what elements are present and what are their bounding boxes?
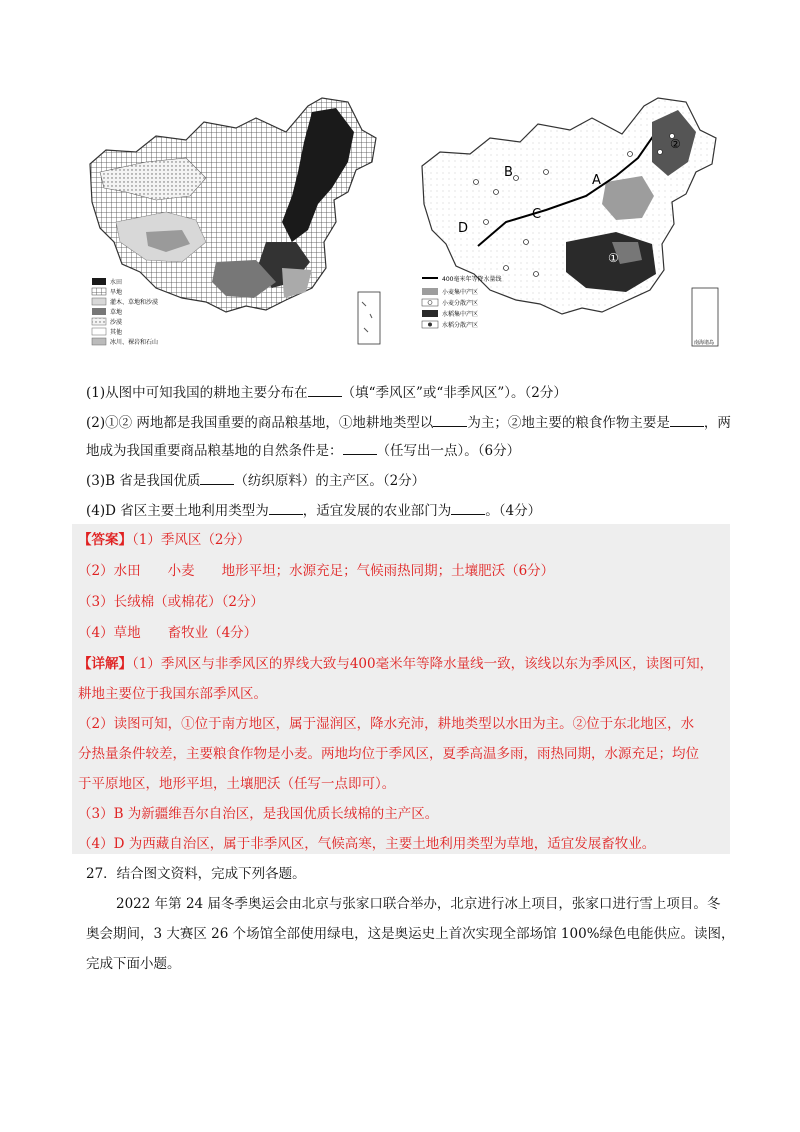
detail-3: （3）B 为新疆维吾尔自治区，是我国优质长绒棉的主产区。 <box>78 806 439 822</box>
q4-text-b: ，适宜发展的农业部门为 <box>302 503 452 519</box>
q27-paragraph-3: 完成下面小题。 <box>86 956 181 972</box>
q2-text-d: 地成为我国重要商品粮基地的自然条件是： <box>86 443 343 459</box>
region-label-1: ① <box>608 251 619 265</box>
detail-4: （4）D 为西藏自治区，属于非季风区，气候高寒，主要土地利用类型为草地，适宜发展畜牧业。 <box>78 836 656 852</box>
q1-blank[interactable] <box>308 382 342 397</box>
left-legend-3: 草地 <box>110 309 123 316</box>
land-use-legend <box>92 278 158 346</box>
map-figures <box>86 92 726 354</box>
q2-text-e: （任写出一点）。（6分） <box>376 443 521 459</box>
question-3 <box>86 470 425 491</box>
q1-text-a: (1)从图中可知我国的耕地主要分布在 <box>86 385 308 401</box>
crop-distribution-map <box>416 92 726 354</box>
detail-1-b: 耕地主要位于我国东部季风区。 <box>78 686 267 702</box>
q2-text-c: ，两 <box>703 415 731 431</box>
left-legend-5: 其他 <box>110 329 123 336</box>
right-legend-2: 小麦分散产区 <box>442 300 479 307</box>
answer-2: （2）水田 小麦 地形平坦；水源充足；气候雨热同期；土壤肥沃（6分） <box>78 563 555 579</box>
q2-blank-3[interactable] <box>343 440 377 455</box>
answer-3: （3）长绒棉（或棉花）（2分） <box>78 594 264 610</box>
region-label-a: A <box>592 173 601 188</box>
question-1 <box>86 382 567 403</box>
q4-blank-2[interactable] <box>451 500 485 515</box>
q2-blank-2[interactable] <box>670 412 704 427</box>
q27-paragraph-2: 奥会期间，3 大赛区 26 个场馆全部使用绿电，这是奥运史上首次实现全部场馆 100%绿色电能供应。读图， <box>86 926 735 942</box>
detail-tag: 【详解】 <box>78 656 132 672</box>
q2-blank-1[interactable] <box>433 412 467 427</box>
detail-1-a: （1）季风区与非季风区的界线大致与400毫米年等降水量线一致，该线以东为季风区，读图可知， <box>132 656 714 672</box>
detail-2-c: 于平原地区，地形平坦，土壤肥沃（任写一点即可）。 <box>78 776 396 792</box>
question-4 <box>86 500 541 521</box>
q3-blank[interactable] <box>200 470 234 485</box>
right-legend-1: 小麦集中产区 <box>442 289 479 296</box>
q4-text-c: 。（4分） <box>485 503 542 519</box>
inset-label: 南海诸岛 <box>694 340 715 346</box>
region-label-2: ② <box>670 137 681 151</box>
region-label-b: B <box>504 165 513 180</box>
detail-2-b: 分热量条件较差，主要粮食作物是小麦。两地均位于季风区，夏季高温多雨，雨热同期，水源充足；均位 <box>78 746 699 762</box>
land-use-map-graphic <box>86 92 386 354</box>
q3-text-a: (3)B 省是我国优质 <box>86 473 201 489</box>
left-legend-0: 水田 <box>110 279 123 286</box>
q27-title: 27．结合图文资料，完成下列各题。 <box>86 866 306 882</box>
answer-4: （4）草地 畜牧业（4分） <box>78 625 258 641</box>
question-2-line-1 <box>86 412 731 433</box>
region-label-c: C <box>532 207 542 222</box>
crop-distribution-map-graphic <box>416 92 726 354</box>
left-legend-4: 沙漠 <box>110 319 123 326</box>
detail-line-1 <box>78 654 713 674</box>
q2-text-b: 为主；②地主要的粮食作物主要是 <box>467 415 670 431</box>
q1-text-b: （填“季风区”或“非季风区”）。（2分） <box>341 385 567 401</box>
q2-text-a: (2)①② 两地都是我国重要的商品粮基地，①地耕地类型以 <box>86 415 434 431</box>
q4-blank-1[interactable] <box>269 500 303 515</box>
q3-text-b: （纺织原料）的主产区。（2分） <box>234 473 426 489</box>
right-legend-3: 水稻集中产区 <box>442 311 479 318</box>
answer-tag: 【答案】 <box>78 532 132 548</box>
answer-line-1 <box>78 530 250 550</box>
land-use-map <box>86 92 386 354</box>
q4-text-a: (4)D 省区主要土地利用类型为 <box>86 503 269 519</box>
answer-1: （1）季风区（2分） <box>132 532 251 548</box>
detail-2-a: （2）读图可知，①位于南方地区，属于湿润区，降水充沛，耕地类型以水田为主。②位于东北地区，水 <box>78 716 695 732</box>
left-legend-2: 灌木、草地和沙漠 <box>110 299 159 306</box>
right-legend-0: 400毫米年等降水量线 <box>442 276 502 283</box>
region-label-d: D <box>458 221 469 236</box>
left-legend-6: 冰川、裸岩和石山 <box>110 339 159 346</box>
q27-paragraph-1: 2022 年第 24 届冬季奥运会由北京与张家口联合举办，北京进行冰上项目，张家口进行雪上项目。冬 <box>116 896 721 912</box>
left-legend-1: 旱地 <box>110 289 123 296</box>
question-2-line-2 <box>86 440 520 461</box>
right-legend-4: 水稻分散产区 <box>442 322 479 329</box>
